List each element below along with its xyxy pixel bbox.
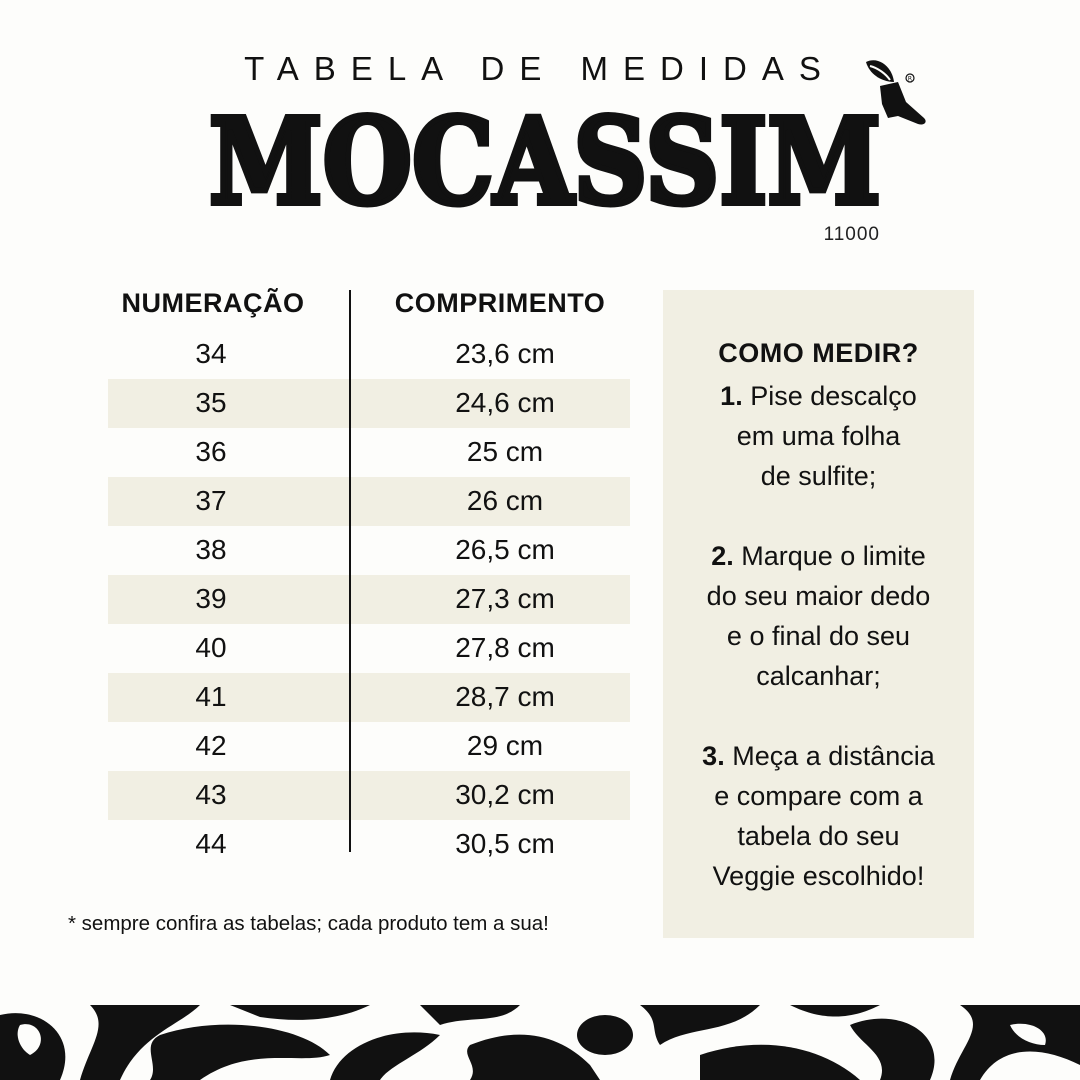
svg-text:R: R — [907, 75, 913, 83]
step-text: Veggie escolhido! — [712, 861, 925, 891]
step-text: Marque o limite — [741, 541, 926, 571]
size-cell: 43 — [195, 779, 227, 810]
length-cell: 28,7 cm — [455, 681, 555, 712]
how-to-title: COMO MEDIR? — [718, 338, 919, 368]
column-divider — [349, 290, 351, 852]
length-cell: 29 cm — [466, 730, 544, 761]
table-row — [108, 428, 630, 477]
step-number: 3. — [702, 741, 725, 771]
size-cell: 42 — [195, 730, 227, 761]
decorative-pattern-band — [0, 1005, 1080, 1080]
step-text: e o final do seu — [726, 621, 911, 651]
page-title: TABELA DE MEDIDAS — [244, 50, 836, 87]
size-table-rows — [108, 330, 630, 869]
table-row — [108, 575, 630, 624]
table-row — [108, 820, 630, 869]
step-text: Meça a distância — [732, 741, 935, 771]
brand-logo-text: MOCASSIM — [209, 105, 881, 220]
size-cell: 36 — [195, 436, 227, 467]
table-row — [108, 624, 630, 673]
step-3 — [663, 736, 974, 896]
product-code: 11000 — [823, 224, 880, 245]
brand-logo-graphic — [195, 105, 895, 220]
length-cell: 26 cm — [466, 485, 544, 516]
brand-logo — [195, 105, 895, 220]
table-row — [108, 526, 630, 575]
step-1 — [663, 376, 974, 496]
step-text: tabela do seu — [737, 821, 900, 851]
length-cell: 25 cm — [466, 436, 544, 467]
length-cell: 27,3 cm — [455, 583, 555, 614]
size-cell: 34 — [195, 338, 227, 369]
step-text: Pise descalço — [750, 381, 917, 411]
step-text: do seu maior dedo — [706, 581, 931, 611]
how-to-measure-panel — [663, 290, 974, 938]
size-cell: 44 — [195, 828, 227, 859]
size-cell: 41 — [195, 681, 227, 712]
table-row — [108, 722, 630, 771]
size-cell: 38 — [195, 534, 227, 565]
footnote: * sempre confira as tabelas; cada produto tem a sua! — [68, 912, 549, 935]
step-text: calcanhar; — [756, 661, 881, 691]
step-text: em uma folha — [736, 421, 901, 451]
length-cell: 23,6 cm — [455, 338, 555, 369]
table-row — [108, 330, 630, 379]
leaf-shoe-icon — [858, 52, 930, 132]
length-cell: 27,8 cm — [455, 632, 555, 663]
table-row — [108, 477, 630, 526]
length-cell: 24,6 cm — [455, 387, 555, 418]
size-cell: 40 — [195, 632, 227, 663]
table-row — [108, 673, 630, 722]
size-cell: 39 — [195, 583, 227, 614]
step-2 — [663, 536, 974, 696]
step-number: 1. — [720, 381, 743, 411]
table-row — [108, 379, 630, 428]
step-number: 2. — [711, 541, 734, 571]
size-cell: 35 — [195, 387, 227, 418]
size-cell: 37 — [195, 485, 227, 516]
step-text: de sulfite; — [760, 461, 877, 491]
length-cell: 30,5 cm — [455, 828, 555, 859]
step-text: e compare com a — [714, 781, 923, 811]
table-row — [108, 771, 630, 820]
column-header-number: NUMERAÇÃO — [121, 288, 305, 318]
column-header-length: COMPRIMENTO — [394, 288, 606, 318]
length-cell: 26,5 cm — [455, 534, 555, 565]
length-cell: 30,2 cm — [455, 779, 555, 810]
